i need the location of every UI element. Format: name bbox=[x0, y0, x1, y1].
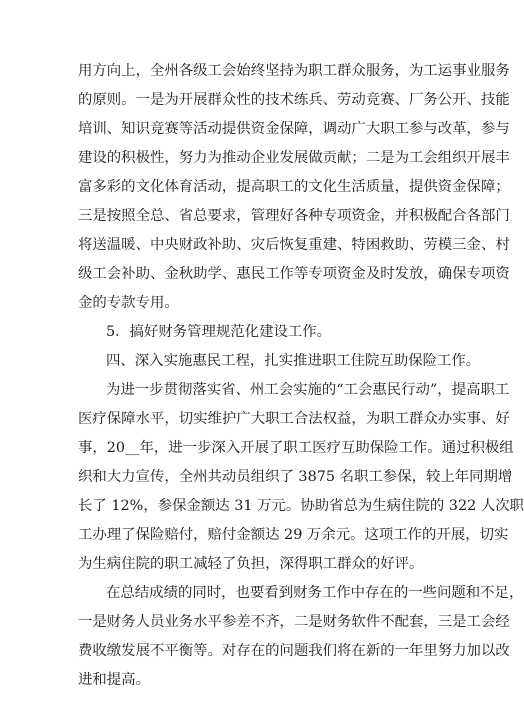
paragraph-line: 三是按照全总、省总要求，管理好各种专项资金，并积极配合各部门 bbox=[78, 208, 510, 224]
paragraph-line: 富多彩的文化体育活动，提高职工的文化生活质量，提供资金保障； bbox=[78, 179, 510, 195]
paragraph-line: 为生病住院的职工减轻了负担，深得职工群众的好评。 bbox=[78, 556, 424, 572]
paragraph-line: 为进一步贯彻落实省、州工会实施的“工会惠民行动”，提高职工 bbox=[106, 382, 510, 398]
paragraph-line: 进和提高。 bbox=[78, 672, 150, 688]
section-heading: 四、深入实施惠民工程，扎实推进职工住院互助保险工作。 bbox=[106, 353, 481, 369]
paragraph-line: 织和大力宣传，全州共动员组织了 3875 名职工参保，较上年同期增 bbox=[78, 469, 513, 485]
section-item-heading: 5．搞好财务管理规范化建设工作。 bbox=[106, 324, 332, 340]
paragraph-line: 建设的积极性，努力为推动企业发展做贡献；二是为工会组织开展丰 bbox=[78, 150, 510, 166]
paragraph-line: 费收缴发展不平衡等。对存在的问题我们将在新的一年里努力加以改 bbox=[78, 643, 510, 659]
paragraph-line: 金的专款专用。 bbox=[78, 295, 179, 311]
paragraph-line: 将送温暖、中央财政补助、灾后恢复重建、特困救助、劳模三金、村 bbox=[78, 237, 510, 253]
paragraph-line: 工办理了保险赔付，赔付金额达 29 万余元。这项工作的开展，切实 bbox=[78, 527, 509, 543]
paragraph-line: 用方向上，全州各级工会始终坚持为职工群众服务，为工运事业服务 bbox=[78, 63, 510, 79]
paragraph-line: 一是财务人员业务水平参差不齐，二是财务软件不配套，三是工会经 bbox=[78, 614, 510, 630]
paragraph-line: 医疗保障水平，切实维护广大职工合法权益，为职工群众办实事、好 bbox=[78, 411, 510, 427]
paragraph-line: 培训、知识竞赛等活动提供资金保障，调动广大职工参与改革，参与 bbox=[78, 121, 510, 137]
paragraph-line: 的原则。一是为开展群众性的技术练兵、劳动竞赛、厂务公开、技能 bbox=[78, 92, 510, 108]
paragraph-line: 长了 12%，参保金额达 31 万元。协助省总为生病住院的 322 人次职 bbox=[78, 498, 524, 514]
paragraph-line: 级工会补助、金秋助学、惠民工作等专项资金及时发放，确保专项资 bbox=[78, 266, 510, 282]
paragraph-line: 在总结成绩的同时，也要看到财务工作中存在的一些问题和不足， bbox=[106, 585, 524, 601]
paragraph-line: 事，20__年，进一步深入开展了职工医疗互助保险工作。通过积极组 bbox=[78, 440, 514, 456]
